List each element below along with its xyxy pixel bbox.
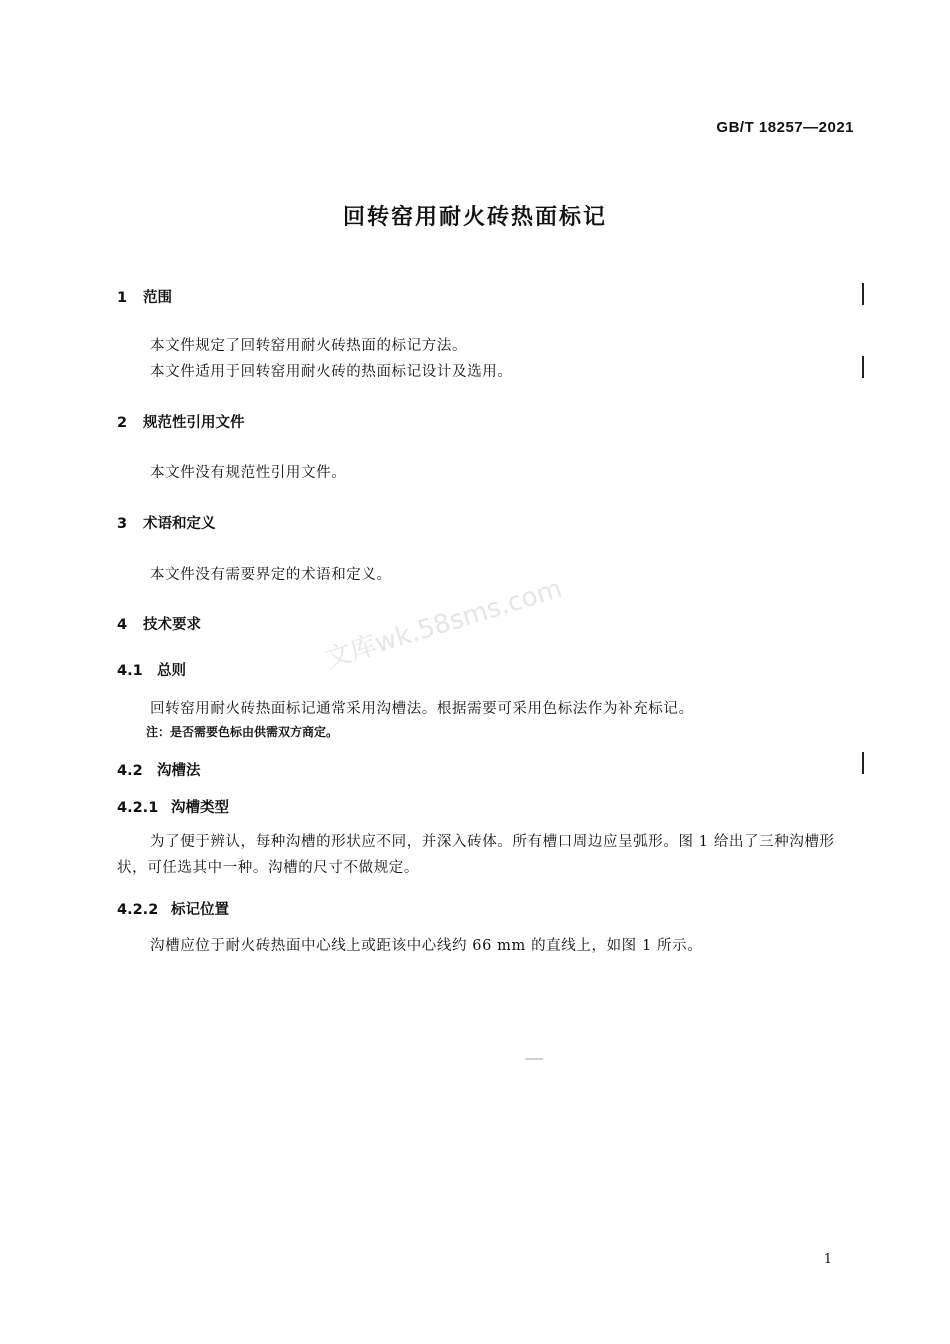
section-4-1-para-1: 回转窑用耐火砖热面标记通常采用沟槽法。根据需要可采用色标法作为补充标记。 [150,701,694,717]
section-number: 4.2.1 [117,800,159,816]
section-4-2-1-para-1: 为了便于辨认，每种沟槽的形状应不同，并深入砖体。所有槽口周边应呈弧形。图 1 给出了三种沟槽形状，可任选其中一种。沟槽的尺寸不做规定。 [117,834,835,876]
section-number: 1 [117,290,128,306]
section-title: 沟槽法 [157,763,201,779]
section-3-heading [117,512,216,533]
section-2-para-1: 本文件没有规范性引用文件。 [150,465,347,481]
section-number: 4.2.2 [117,902,159,918]
section-4-1-heading [117,659,186,680]
section-title: 术语和定义 [143,516,216,532]
section-title: 总则 [157,663,186,679]
section-number: 3 [117,516,128,532]
section-4-2-2-para-1: 沟槽应位于耐火砖热面中心线上或距该中心线约 66 mm 的直线上，如图 1 所示。 [150,938,703,954]
section-number: 2 [117,415,128,431]
section-title: 标记位置 [171,902,229,918]
section-1-para-1: 本文件规定了回转窑用耐火砖热面的标记方法。 [150,338,468,354]
section-4-heading [117,613,201,634]
change-bar [862,283,864,305]
section-4-1-note: 注：是否需要色标由供需双方商定。 [146,725,339,739]
section-title: 规范性引用文件 [143,415,245,431]
section-4-2-1-heading [117,796,229,817]
section-2-heading [117,411,245,432]
section-number: 4.2 [117,763,143,779]
scan-artifact [525,1058,543,1060]
change-bar [862,752,864,774]
section-4-2-2-heading [117,898,229,919]
section-1-para-2: 本文件适用于回转窑用耐火砖的热面标记设计及选用。 [150,364,513,380]
change-bar [862,356,864,378]
section-3-para-1: 本文件没有需要界定的术语和定义。 [150,567,392,583]
document-title: 回转窑用耐火砖热面标记 [342,205,607,230]
section-title: 范围 [143,290,172,306]
watermark: 文库wk.58sms.com [321,573,566,675]
section-1-heading [117,286,172,307]
section-title: 技术要求 [143,617,201,633]
section-number: 4 [117,617,128,633]
section-title: 沟槽类型 [171,800,229,816]
section-4-2-heading [117,759,201,780]
standard-code: GB/T 18257—2021 [716,119,854,136]
page-number: 1 [823,1252,832,1267]
section-number: 4.1 [117,663,143,679]
